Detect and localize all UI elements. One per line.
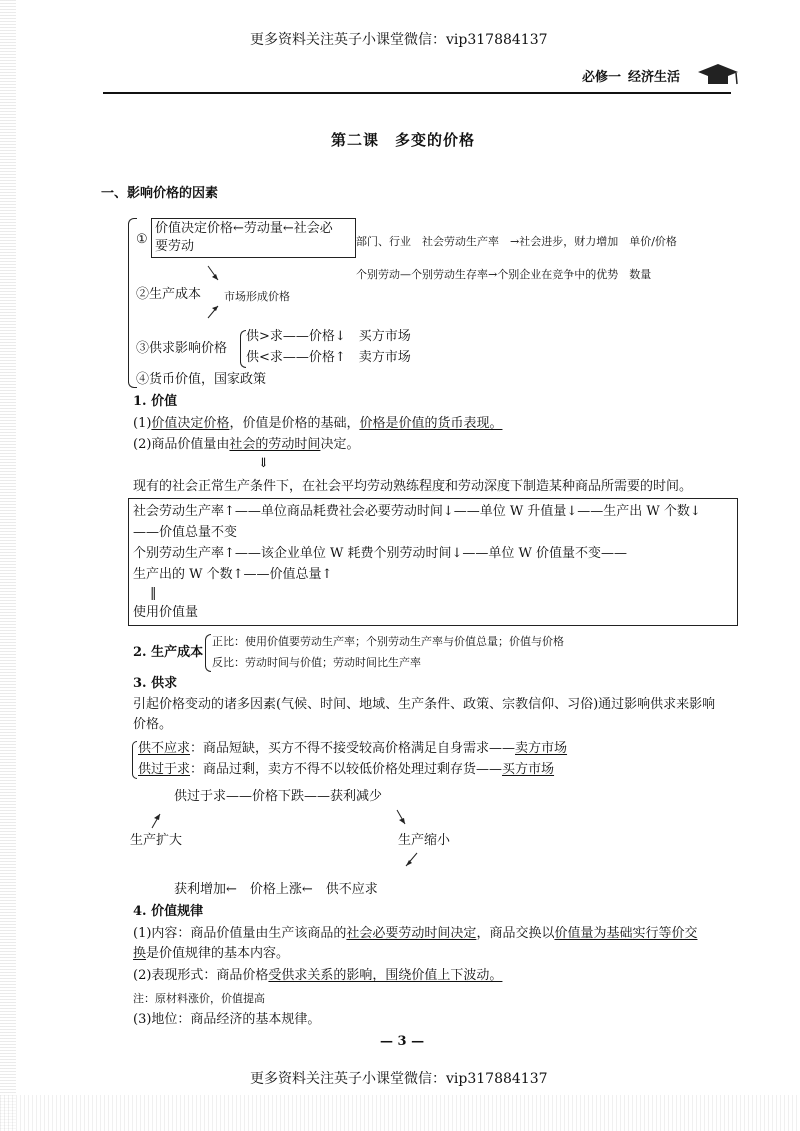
cycle-top: 供过于求——价格下跌——获利减少 [174,789,383,804]
factor-3-b: 供<求——价格↑ 卖方市场 [246,350,411,365]
supply-p1: 引起价格变动的诸多因素(气候、时间、地域、生产条件、政策、宗教信仰、习俗)通过影响供求来影响 [133,697,716,712]
page-title: 第二课 多变的价格 [331,131,476,149]
value-p2: (2)商品价值量由社会的劳动时间决定。 [133,437,360,452]
header-book: 经济生活 [628,70,681,85]
cost-heading: 2. 生产成本 [133,645,204,660]
box-line-2: ——价值总量不变 [133,525,238,540]
header-course: 必修一 [582,70,622,85]
law-p2: (2)表现形式：商品价格受供求关系的影响，围绕价值上下波动。 [133,968,503,983]
value-p1: (1)价值决定价格，价值是价格的基础，价格是价值的货币表现。 [133,416,503,431]
law-p3: (3)地位：商品经济的基本规律。 [133,1012,321,1027]
value-arrow: ⇓ [258,456,269,471]
cycle-right: 生产缩小 [398,833,451,848]
box-line-6: 使用价值量 [133,605,199,620]
cost-positive: 正比：使用价值要劳动生产率；个别劳动生产率与价值总量；价值与价格 [212,635,564,648]
law-heading: 4. 价值规律 [133,904,204,919]
factor-2-mid: 市场形成价格 [224,290,290,303]
value-definition: 现有的社会正常生产条件下，在社会平均劳动熟练程度和劳动深度下制造某种商品所需要的时间。 [133,479,693,494]
factor-3: ③供求影响价格 [136,341,228,356]
cost-negative: 反比：劳动时间与价值；劳动时间比生产率 [212,656,421,669]
law-p1: (1)内容：商品价值量由生产该商品的社会必要劳动时间决定，商品交换以价值量为基础实行等价交 [133,926,698,941]
factor-2: ②生产成本 [136,287,202,302]
supply-p2: 价格。 [133,717,173,732]
factor-3-a: 供>求——价格↓ 买方市场 [246,329,411,344]
factor-1-line1: 价值决定价格←劳动量←社会必 [155,221,333,236]
factor-1-right-1: 部门、行业 社会劳动生产率 →社会进步，财力增加 单价/价格 [356,235,677,248]
page-number: — 3 — [380,1034,425,1049]
cycle-left: 生产扩大 [130,833,183,848]
law-note: 注：原材料涨价，价值提高 [133,992,265,1005]
factor-1-line2: 要劳动 [155,239,195,254]
supply-short: 供不应求：商品短缺，买方不得不接受较高价格满足自身需求——卖方市场 [138,741,568,756]
supply-surplus: 供过于求：商品过剩，卖方不得不以较低价格处理过剩存货——买方市场 [138,762,555,777]
cycle-bottom: 获利增加← 价格上涨← 供不应求 [174,882,378,897]
box-line-5: ‖ [150,586,157,601]
section-heading: 一、影响价格的因素 [101,186,219,201]
factor-1-right-2: 个别劳动—个别劳动生存率→个别企业在竞争中的优势 数量 [356,268,652,281]
law-p1-cont: 换是价值规律的基本内容。 [133,946,290,961]
box-line-4: 生产出的 W 个数↑——价值总量↑ [133,567,333,582]
watermark-bottom: 更多资料关注英子小课堂微信：vip317884137 [250,1071,548,1087]
factor-4: ④货币价值，国家政策 [136,372,267,387]
factor-1-num: ① [136,232,148,247]
supply-heading: 3. 供求 [133,676,178,691]
value-heading: 1. 价值 [133,394,178,409]
watermark-top: 更多资料关注英子小课堂微信：vip317884137 [250,32,548,48]
box-line-3: 个别劳动生产率↑——该企业单位 W 耗费个别劳动时间↓——单位 W 价值量不变—— [133,546,628,561]
box-line-1: 社会劳动生产率↑——单位商品耗费社会必要劳动时间↓——单位 W 升值量↓——生产出 W 个数↓ [133,504,701,519]
